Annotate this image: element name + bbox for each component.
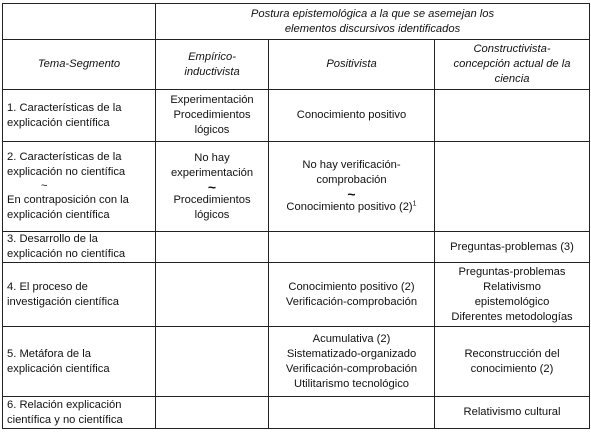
table-row (3, 327, 590, 397)
footnote-marker: 1 (412, 200, 417, 208)
super-header-line: elementos discursivos identificados (284, 22, 461, 35)
row-2-constructivista (435, 142, 590, 232)
table-row (3, 232, 590, 263)
row-3-empirico (156, 232, 269, 263)
row-3-tema: 3. Desarrollo de la explicación no científica (3, 232, 156, 263)
header-empirico: Empírico- inductivista (156, 40, 269, 90)
blank-corner-cell (3, 4, 156, 40)
row-6-constructivista: Relativismo cultural (435, 397, 590, 429)
table-row (3, 397, 590, 429)
table-row (3, 142, 590, 232)
table-row (3, 263, 590, 327)
row-1-empirico: Experimentación Procedimientos lógicos (156, 90, 269, 142)
tilde-symbol: ~ (347, 186, 356, 202)
row-5-constructivista: Reconstrucción del conocimiento (2) (435, 327, 590, 397)
row-5-empirico (156, 327, 269, 397)
row-3-positivista (269, 232, 435, 263)
row-6-positivista (269, 397, 435, 429)
row-6-tema: 6. Relación explicación científica y no científica (3, 397, 156, 429)
row-4-tema: 4. El proceso de investigación científica (3, 263, 156, 327)
row-4-constructivista: Preguntas-problemas Relativismo epistemológico Diferentes metodologías (435, 263, 590, 327)
epistemology-table (2, 3, 590, 429)
row-2-tema: 2. Características de la explicación no científica ~ En contraposición con la explicación científica (3, 142, 156, 232)
row-2-positivista: No hay verificación- comprobación ~ Conocimiento positivo $(2)^1$ (269, 142, 435, 232)
header-constructivista: Constructivista- concepción actual de la ciencia (435, 40, 590, 90)
tilde-symbol: ~ (41, 180, 48, 192)
row-1-tema: 1. Características de la explicación científica (3, 90, 156, 142)
row-2-empirico: No hay experimentación ~ Procedimientos lógicos (156, 142, 269, 232)
row-4-empirico (156, 263, 269, 327)
row-3-constructivista: Preguntas-problemas (3) (435, 232, 590, 263)
super-header (156, 4, 590, 40)
tilde-symbol: ~ (207, 178, 217, 195)
row-4-positivista: Conocimiento positivo (2) Verificación-comprobación (269, 263, 435, 327)
super-header-line: Postura epistemológica a la que se asemejan los (250, 7, 495, 20)
header-tema: Tema-Segmento (3, 40, 156, 90)
table-row (3, 90, 590, 142)
row-6-empirico (156, 397, 269, 429)
row-5-positivista: Acumulativa (2) Sistematizado-organizado Verificación-comprobación Utilitarismo tecnológico (269, 327, 435, 397)
row-5-tema: 5. Metáfora de la explicación científica (3, 327, 156, 397)
row-1-constructivista (435, 90, 590, 142)
row-1-positivista: Conocimiento positivo (269, 90, 435, 142)
header-positivista: Positivista (269, 40, 435, 90)
